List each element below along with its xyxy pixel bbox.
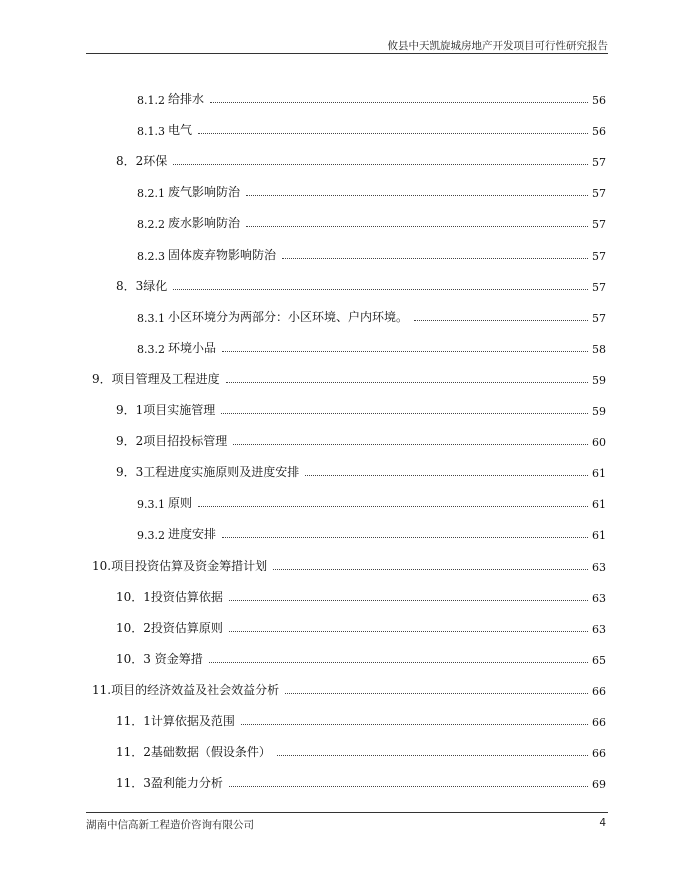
toc-entry-number: 8.3.2 — [137, 342, 165, 356]
toc-entry[interactable] — [116, 460, 606, 480]
toc-entry-number: 8.1.3 — [137, 125, 165, 139]
toc-entry[interactable] — [137, 336, 606, 356]
toc-leader-dots — [229, 599, 588, 601]
toc-entry-number: 8.3.1 — [137, 311, 165, 325]
toc-entry-title: 8．3绿化 — [116, 278, 168, 293]
footer-company: 湖南中信高新工程造价咨询有限公司 — [86, 819, 254, 831]
toc-entry[interactable] — [116, 740, 606, 760]
toc-entry[interactable] — [116, 585, 606, 605]
toc-entry-page: 59 — [592, 373, 606, 387]
toc-entry-title: 11.项目的经济效益及社会效益分析 — [92, 682, 280, 697]
toc-leader-dots — [210, 101, 588, 103]
toc-entry-title: 11．2基础数据（假设条件） — [116, 745, 271, 760]
toc-entry-page: 57 — [592, 249, 606, 263]
toc-entry-page: 57 — [592, 218, 606, 232]
toc-entry-title: 原则 — [168, 496, 193, 511]
toc-entry[interactable] — [116, 149, 606, 169]
toc-entry[interactable] — [137, 211, 606, 231]
toc-entry-page: 60 — [592, 436, 606, 450]
toc-leader-dots — [246, 194, 588, 196]
toc-leader-dots — [277, 754, 588, 756]
toc-entry-title: 9．3工程进度实施原则及进度安排 — [116, 465, 300, 480]
toc-entry[interactable] — [137, 180, 606, 200]
toc-entry-title: 10.项目投资估算及资金筹措计划 — [92, 558, 268, 573]
toc-entry-page: 56 — [592, 125, 606, 139]
toc-entry-number: 9.3.1 — [137, 498, 165, 512]
toc-entry-number: 9.3.2 — [137, 529, 165, 543]
toc-entry[interactable] — [116, 709, 606, 729]
toc-leader-dots — [222, 350, 588, 352]
toc-entry-page: 61 — [592, 467, 606, 481]
toc-entry-page: 63 — [592, 591, 606, 605]
page-header: 攸县中天凯旋城房地产开发项目可行性研究报告 — [387, 40, 608, 52]
toc-entry-title: 固体废弃物影响防治 — [168, 247, 277, 262]
toc-entry-title: 10．2投资估算原则 — [116, 620, 223, 635]
toc-entry-title: 9．项目管理及工程进度 — [92, 371, 220, 386]
toc-entry-page: 66 — [592, 716, 606, 729]
toc-entry-page: 57 — [592, 156, 606, 170]
toc-entry-page: 56 — [592, 94, 606, 107]
toc-entry-title: 给排水 — [168, 92, 205, 106]
toc-entry-page: 58 — [592, 342, 606, 356]
toc-entry-title: 废水影响防治 — [168, 216, 241, 231]
header-rule — [86, 53, 608, 54]
toc-leader-dots — [229, 785, 588, 787]
toc-entry[interactable] — [137, 87, 606, 107]
toc-entry-number: 8.2.3 — [137, 249, 165, 263]
toc-entry-page: 59 — [592, 405, 606, 418]
toc-entry[interactable] — [116, 398, 606, 418]
toc-entry[interactable] — [137, 491, 606, 511]
toc-leader-dots — [414, 319, 588, 321]
toc-entry[interactable] — [116, 616, 606, 636]
toc-entry-title: 9．2项目招投标管理 — [116, 434, 228, 449]
toc-entry-title: 环境小品 — [168, 340, 217, 355]
toc-leader-dots — [233, 443, 588, 445]
footer-page-number: 4 — [599, 817, 606, 829]
toc-entry[interactable] — [92, 554, 606, 574]
toc-entry[interactable] — [137, 243, 606, 263]
toc-entry-title: 9．1项目实施管理 — [116, 403, 216, 417]
toc-entry-page: 61 — [592, 529, 606, 543]
toc-leader-dots — [173, 163, 588, 165]
toc-leader-dots — [198, 132, 588, 134]
toc-entry-page: 66 — [592, 747, 606, 761]
toc-entry[interactable] — [116, 647, 606, 667]
toc-entry-page: 61 — [592, 498, 606, 512]
toc-entry[interactable] — [116, 771, 606, 791]
toc-leader-dots — [209, 661, 588, 663]
toc-entry-title: 小区环境分为两部分：小区环境、户内环境。 — [168, 309, 409, 324]
toc-entry-page: 57 — [592, 311, 606, 325]
toc-leader-dots — [273, 568, 588, 570]
toc-entry[interactable] — [137, 305, 606, 325]
toc-entry-title: 电气 — [168, 123, 193, 138]
toc-entry-number: 8.1.2 — [137, 94, 165, 107]
toc-leader-dots — [229, 630, 588, 632]
toc-entry[interactable] — [137, 118, 606, 138]
toc-entry-page: 57 — [592, 280, 606, 294]
toc-entry-page: 69 — [592, 778, 606, 792]
toc-entry-title: 8．2环保 — [116, 154, 168, 169]
toc-entry-page: 63 — [592, 622, 606, 636]
toc-entry-page: 63 — [592, 560, 606, 574]
toc-entry[interactable] — [116, 429, 606, 449]
toc-leader-dots — [226, 381, 588, 383]
toc-leader-dots — [221, 412, 588, 414]
toc-entry[interactable] — [92, 678, 606, 698]
toc-leader-dots — [285, 692, 588, 694]
toc-entry-title: 10．1投资估算依据 — [116, 589, 223, 604]
toc-entry-page: 66 — [592, 684, 606, 698]
toc-entry-title: 10．3 资金筹措 — [116, 651, 203, 666]
toc-entry-page: 65 — [592, 653, 606, 667]
toc-entry-title: 11．1计算依据及范围 — [116, 714, 235, 728]
toc-leader-dots — [246, 225, 588, 227]
toc-leader-dots — [222, 536, 588, 538]
toc-leader-dots — [198, 505, 588, 507]
toc-leader-dots — [305, 474, 588, 476]
toc-entry[interactable] — [92, 367, 606, 387]
toc-entry-number: 8.2.2 — [137, 218, 165, 232]
toc-entry[interactable] — [137, 522, 606, 542]
toc-entry[interactable] — [116, 274, 606, 294]
toc-entry-page: 57 — [592, 187, 606, 201]
toc-leader-dots — [241, 723, 588, 725]
toc-entry-title: 11．3盈利能力分析 — [116, 776, 223, 791]
toc-entry-title: 进度安排 — [168, 527, 217, 542]
footer-rule — [86, 812, 608, 813]
toc-leader-dots — [282, 257, 588, 259]
toc-leader-dots — [173, 288, 588, 290]
toc-entry-title: 废气影响防治 — [168, 185, 241, 200]
toc-entry-number: 8.2.1 — [137, 187, 165, 201]
